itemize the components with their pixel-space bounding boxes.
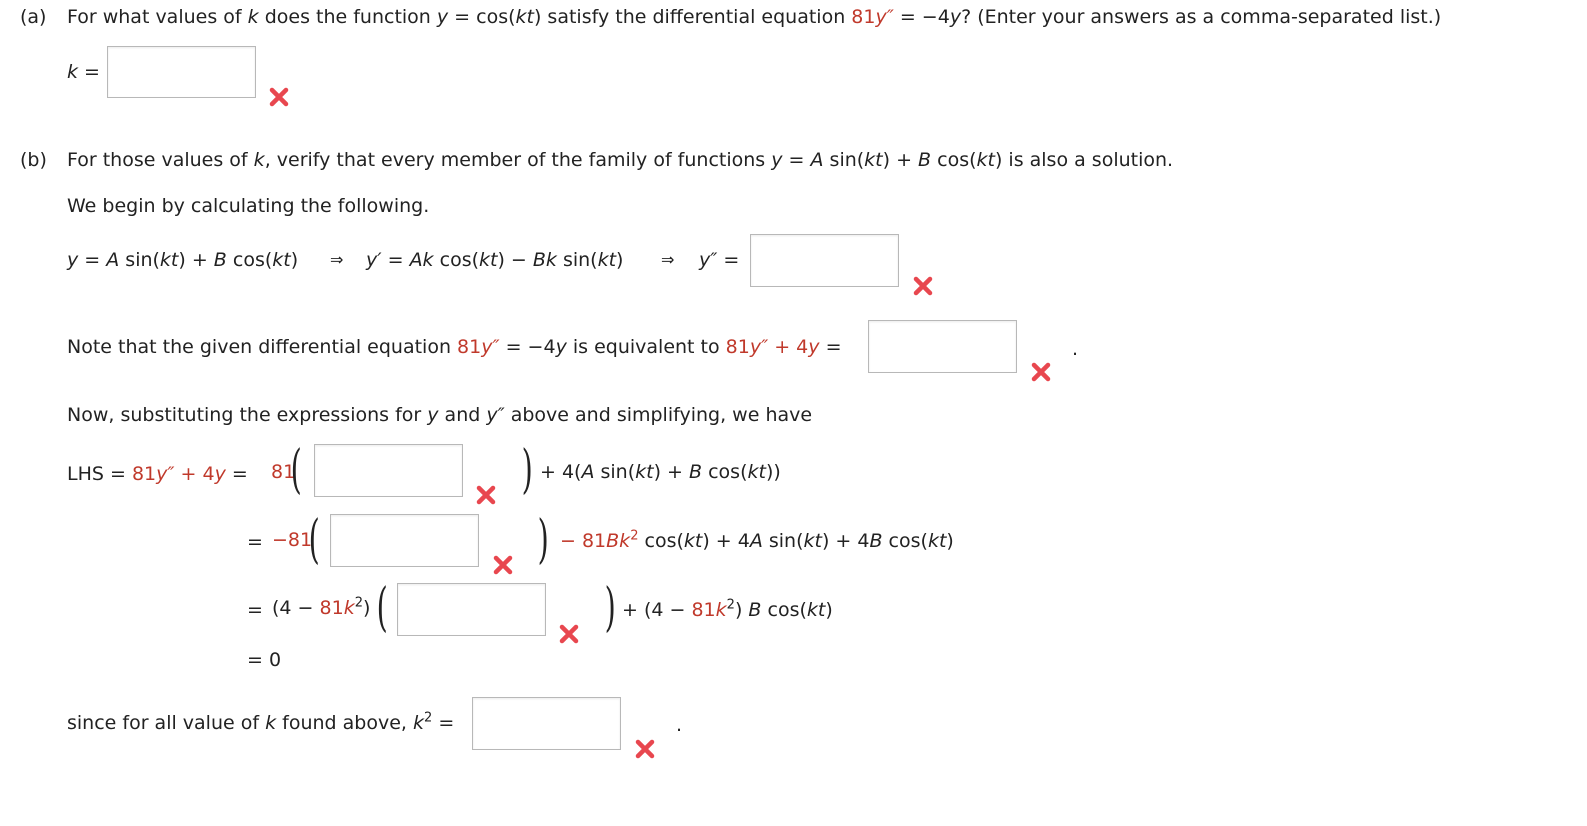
since-period: . <box>676 714 683 736</box>
substitution-text: Now, substituting the expressions for y and y″ above and simplifying, we have <box>67 404 813 426</box>
line2-input[interactable] <box>331 515 478 566</box>
since-text: since for all value of k found above, $k^2$ = <box>67 710 455 734</box>
line2-coefficient: −81 <box>272 529 313 551</box>
part-b-label: (b) <box>20 149 47 171</box>
close-paren: ) <box>604 578 616 638</box>
part-b-begin-text: We begin by calculating the following. <box>67 195 430 217</box>
part-a-answer-label: k = <box>67 61 100 83</box>
part-a-label: (a) <box>20 6 47 28</box>
line3-factor: $(4 - 81k^2)$ <box>272 595 371 619</box>
line4-result: = 0 <box>247 649 282 671</box>
line3-tail: + $(4 - 81k^2)$ B cos(kt) <box>622 597 833 621</box>
second-derivative-input-box[interactable] <box>750 234 899 287</box>
note-period: . <box>1072 338 1079 360</box>
equivalent-form-input-box[interactable] <box>868 320 1017 373</box>
second-derivative-label: y″ = <box>699 249 740 271</box>
lhs-label: LHS = 81y″ + 4y = <box>67 463 248 485</box>
derivative-line: y = A sin(kt) + B cos(kt) <box>67 249 299 271</box>
x-mark-icon <box>476 485 496 505</box>
open-paren: ( <box>308 510 320 570</box>
note-text: Note that the given differential equation 81y″ = −4y is equivalent to 81y″ + 4y = <box>67 336 842 358</box>
part-a-answer-input-box[interactable] <box>107 46 256 98</box>
line3-input-box[interactable] <box>397 583 546 636</box>
x-mark-icon <box>559 624 579 644</box>
line3-input[interactable] <box>398 584 545 635</box>
k-squared-input-box[interactable] <box>472 697 621 750</box>
implies-arrow-2: ⇒ <box>661 250 675 269</box>
line2-tail: − $81Bk^2$ cos(kt) + 4A sin(kt) + 4B cos(kt) <box>560 528 954 552</box>
close-paren: ) <box>521 440 533 500</box>
part-a-question: For what values of k does the function y = cos(kt) satisfy the differential equation 81y″ = −4y? (Enter your answers as a comma-separated list.) <box>67 6 1442 28</box>
line1-coefficient: 81 <box>271 461 296 483</box>
line3-equals: = <box>247 599 263 621</box>
close-paren: ) <box>537 510 549 570</box>
part-a-answer-input[interactable] <box>108 47 255 97</box>
open-paren: ( <box>290 440 302 500</box>
implies-arrow-1: ⇒ <box>330 250 344 269</box>
x-mark-icon <box>269 87 289 107</box>
x-mark-icon <box>635 739 655 759</box>
x-mark-icon <box>493 555 513 575</box>
equivalent-form-input[interactable] <box>869 321 1016 372</box>
x-mark-icon <box>1031 362 1051 382</box>
part-b-question: For those values of k, verify that every member of the family of functions y = A sin(kt) + B cos(kt) is also a solution. <box>67 149 1174 171</box>
open-paren: ( <box>376 578 388 638</box>
line1-input[interactable] <box>315 445 462 496</box>
x-mark-icon <box>913 276 933 296</box>
line1-tail: + 4(A sin(kt) + B cos(kt)) <box>540 461 781 483</box>
first-derivative: y′ = Ak cos(kt) − Bk sin(kt) <box>366 249 624 271</box>
line2-input-box[interactable] <box>330 514 479 567</box>
line1-input-box[interactable] <box>314 444 463 497</box>
line2-equals: = <box>247 531 263 553</box>
second-derivative-input[interactable] <box>751 235 898 286</box>
k-squared-input[interactable] <box>473 698 620 749</box>
